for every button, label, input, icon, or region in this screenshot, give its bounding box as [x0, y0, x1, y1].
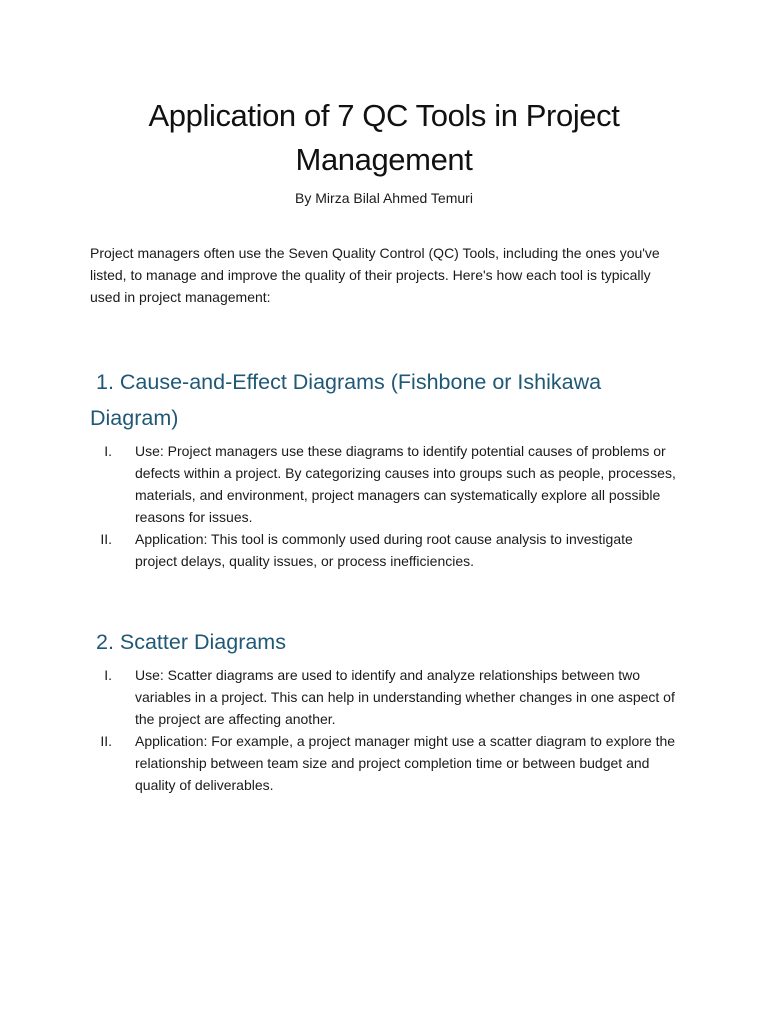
- section-heading: 1. Cause-and-Effect Diagrams (Fishbone or Ishikawa Diagram): [90, 370, 608, 430]
- list-item-text: Use: Scatter diagrams are used to identify and analyze relationships between two variables in a project. This can help in understanding whether changes in one aspect of the project are affecting another.: [135, 667, 675, 727]
- list-item-marker: I.: [104, 443, 112, 459]
- document-author: By Mirza Bilal Ahmed Temuri: [295, 190, 473, 206]
- section-cause-and-effect: [90, 364, 678, 572]
- list-item-text: Use: Project managers use these diagrams to identify potential causes of problems or defects within a project. By categorizing causes into groups such as people, processes, materials, and environment, project managers can systematically explore all possible reasons for issues.: [135, 443, 676, 525]
- document-title: Application of 7 QC Tools in Project Management: [148, 98, 620, 177]
- list-item-marker: I.: [104, 667, 112, 683]
- section-list: [90, 440, 678, 572]
- list-item-marker: II.: [100, 531, 112, 547]
- list-item-text: Application: This tool is commonly used during root cause analysis to investigate project delays, quality issues, or process inefficiencies.: [135, 531, 633, 569]
- section-heading: 2. Scatter Diagrams: [90, 630, 286, 654]
- section-list: [90, 664, 678, 796]
- intro-paragraph: Project managers often use the Seven Quality Control (QC) Tools, including the ones you've listed, to manage and improve the quality of their projects. Here's how each tool is typically used in project management:: [90, 245, 660, 305]
- list-item: [90, 664, 678, 730]
- list-item-text: Application: For example, a project manager might use a scatter diagram to explore the relationship between team size and project completion time or between budget and quality of deliverables.: [135, 733, 676, 793]
- list-item: [90, 440, 678, 528]
- list-item: [90, 730, 678, 796]
- section-scatter-diagrams: [90, 624, 678, 796]
- list-item: [90, 528, 678, 572]
- list-item-marker: II.: [100, 733, 112, 749]
